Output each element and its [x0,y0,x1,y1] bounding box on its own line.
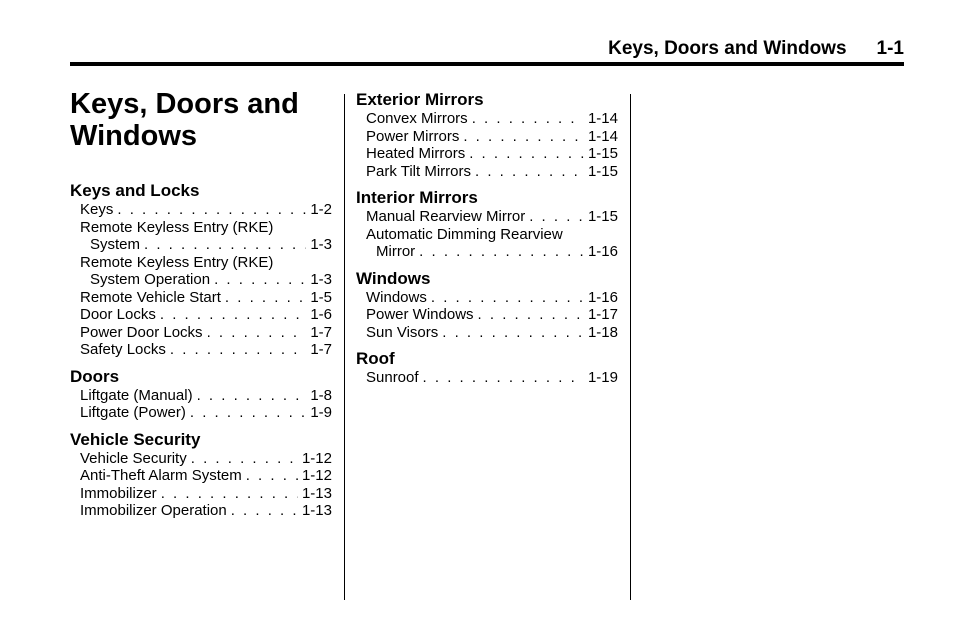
toc-section-vehicle-security [70,430,332,520]
entry-page-number: 1-17 [587,306,618,323]
section-title: Interior Mirrors [356,188,478,207]
dot-leader [431,289,584,307]
dot-leader [225,289,306,307]
toc-entry-power-windows[interactable] [366,306,618,324]
dot-leader [144,236,306,254]
dot-leader [442,324,584,342]
entry-page-number: 1-13 [301,502,332,519]
dot-leader [529,208,584,226]
toc-entry-convex-mirrors[interactable] [366,110,618,128]
entry-label: Door Locks [80,306,156,323]
entry-page-number: 1-2 [310,201,332,218]
toc-entry-door-locks[interactable] [80,306,332,324]
dot-leader [207,324,307,342]
entry-label: Automatic Dimming Rearview [366,225,563,243]
dot-leader [463,128,584,146]
dot-leader [190,404,306,422]
entry-label-continued: Mirror [376,243,416,260]
entry-page-number: 1-5 [310,288,332,306]
section-title: Vehicle Security [70,429,201,449]
entry-label: Power Door Locks [80,323,203,341]
header-rule [70,62,904,66]
dot-leader [475,163,584,181]
dot-leader [246,467,298,485]
toc-entry-remote-vehicle-start[interactable] [80,289,332,307]
toc-entry-immobilizer-operation[interactable] [80,502,332,520]
entry-page-number: 1-15 [587,208,618,225]
entry-page-number: 1-12 [301,449,332,467]
dot-leader [117,201,306,219]
entry-label: Manual Rearview Mirror [366,208,526,225]
entry-page-number: 1-16 [587,288,618,306]
chapter-title: Keys, Doors and Windows [70,88,299,152]
entry-label: Remote Keyless Entry (RKE) [80,218,274,236]
dot-leader [419,243,584,261]
toc-column-1 [70,181,332,528]
entry-page-number: 1-19 [587,369,618,386]
entry-page-number: 1-12 [301,467,332,484]
entry-label: Convex Mirrors [366,110,468,127]
section-title: Exterior Mirrors [356,90,484,109]
dot-leader [472,110,584,128]
entry-page-number: 1-18 [587,323,618,341]
toc-entry-remote-keyless-entry-rke-system[interactable] [80,219,332,254]
running-header [608,38,904,60]
entry-label: Sunroof [366,369,419,386]
dot-leader [423,369,584,387]
dot-leader [478,306,584,324]
entry-label: Safety Locks [80,341,166,358]
toc-entry-sunroof[interactable] [366,369,618,387]
section-title: Doors [70,366,120,386]
toc-entry-vehicle-security[interactable] [80,450,332,468]
entry-label-continued: System [90,236,141,253]
toc-entry-automatic-dimming-rearview-mirror[interactable] [366,226,618,261]
entry-page-number: 1-15 [587,145,618,162]
entry-page-number: 1-6 [310,306,332,323]
toc-entry-keys[interactable] [80,201,332,219]
toc-entry-sun-visors[interactable] [366,324,618,342]
entry-label: Liftgate (Manual) [80,386,193,404]
entry-label: Park Tilt Mirrors [366,162,471,180]
toc-section-interior-mirrors [356,188,618,261]
column-divider [630,94,631,600]
entry-page-number: 1-7 [310,341,332,358]
entry-label: Keys [80,201,114,218]
toc-entry-immobilizer[interactable] [80,485,332,503]
section-title: Keys and Locks [70,181,200,200]
toc-entry-windows[interactable] [366,289,618,307]
page-number: 1-1 [876,38,904,59]
toc-section-roof [356,349,618,387]
entry-page-number: 1-13 [301,484,332,502]
toc-entry-remote-keyless-entry-rke-system-operation[interactable] [80,254,332,289]
dot-leader [469,145,584,163]
entry-label: Liftgate (Power) [80,404,186,421]
entry-label: Immobilizer [80,484,157,502]
entry-label: Remote Vehicle Start [80,288,221,306]
entry-label: Anti-Theft Alarm System [80,467,242,484]
dot-leader [161,485,298,503]
dot-leader [160,306,306,324]
entry-label: Vehicle Security [80,449,187,467]
toc-entry-power-mirrors[interactable] [366,128,618,146]
entry-page-number: 1-3 [310,236,332,253]
dot-leader [231,502,298,520]
entry-page-number: 1-7 [310,323,332,341]
dot-leader [191,450,298,468]
toc-entry-liftgate-power[interactable] [80,404,332,422]
entry-label: Windows [366,288,427,306]
running-title: Keys, Doors and Windows [608,38,847,59]
section-title: Roof [356,349,395,368]
dot-leader [214,271,306,289]
entry-label: Sun Visors [366,323,439,341]
toc-entry-power-door-locks[interactable] [80,324,332,342]
toc-entry-manual-rearview-mirror[interactable] [366,208,618,226]
entry-page-number: 1-8 [310,386,332,404]
entry-page-number: 1-16 [587,243,618,260]
entry-page-number: 1-14 [587,110,618,127]
entry-label: Power Mirrors [366,127,460,145]
toc-section-doors [70,367,332,422]
dot-leader [170,341,306,359]
toc-section-exterior-mirrors [356,90,618,180]
toc-entry-safety-locks[interactable] [80,341,332,359]
entry-label-continued: System Operation [90,271,211,288]
entry-label: Heated Mirrors [366,145,466,162]
entry-page-number: 1-9 [310,404,332,421]
entry-page-number: 1-15 [587,162,618,180]
dot-leader [197,387,307,405]
toc-entry-liftgate-manual[interactable] [80,387,332,405]
toc-entry-heated-mirrors[interactable] [366,145,618,163]
entry-page-number: 1-3 [310,271,332,288]
entry-label: Remote Keyless Entry (RKE) [80,253,274,271]
entry-page-number: 1-14 [587,127,618,145]
toc-entry-park-tilt-mirrors[interactable] [366,163,618,181]
toc-entry-anti-theft-alarm-system[interactable] [80,467,332,485]
section-title: Windows [356,268,431,288]
toc-column-2 [356,90,618,395]
toc-section-windows [356,269,618,342]
entry-label: Power Windows [366,306,474,323]
column-divider [344,94,345,600]
entry-label: Immobilizer Operation [80,502,227,519]
toc-section-keys-and-locks [70,181,332,359]
